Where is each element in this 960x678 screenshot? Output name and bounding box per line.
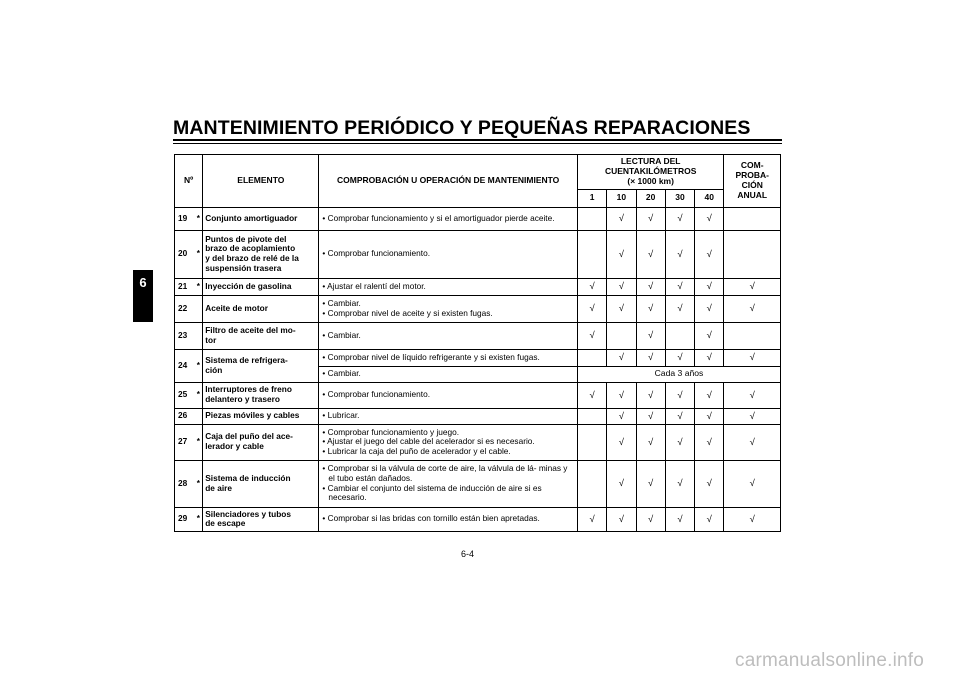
operation-line: • Comprobar funcionamiento y juego.	[321, 428, 574, 438]
row-operation	[319, 278, 578, 295]
row-operation	[319, 349, 578, 366]
km-check-cell	[695, 460, 724, 507]
row-element	[203, 408, 319, 424]
operation-line: • Lubricar la caja del puño de acelerador y el cable.	[321, 447, 574, 457]
km-check-cell	[665, 207, 694, 230]
row-number: 22	[175, 295, 195, 322]
check-mark-icon: √	[677, 410, 683, 422]
table-row	[175, 424, 781, 460]
table-row	[175, 230, 781, 278]
row-number: 27	[175, 424, 195, 460]
table-row	[175, 278, 781, 295]
header-km-30: 30	[665, 189, 694, 207]
watermark: carmanualsonline.info	[735, 650, 925, 671]
header-km-10: 10	[607, 189, 636, 207]
row-element-line: y del brazo de relé de la	[205, 253, 299, 264]
km-check-cell	[665, 408, 694, 424]
km-check-cell	[665, 382, 694, 408]
row-element-line: tor	[205, 334, 217, 345]
km-check-cell	[636, 295, 665, 322]
check-mark-icon: √	[648, 478, 654, 490]
row-element-line: Sistema de inducción	[205, 472, 291, 483]
page-number: 6-4	[461, 549, 475, 559]
km-check-cell	[577, 207, 606, 230]
check-mark-icon: √	[618, 513, 624, 525]
check-mark-icon: √	[706, 410, 712, 422]
operation-line: • Comprobar si la válvula de corte de aire, la válvula de lá- minas y el tubo están dañados.	[321, 464, 574, 483]
row-element-line: Aceite de motor	[205, 302, 268, 313]
row-asterisk: *	[194, 278, 202, 295]
row-asterisk: *	[194, 349, 202, 382]
check-mark-icon: √	[677, 352, 683, 364]
row-operation	[319, 230, 578, 278]
operation-line: • Ajustar el ralentí del motor.	[321, 282, 574, 292]
check-mark-icon: √	[677, 213, 683, 225]
annual-check-cell	[724, 322, 781, 349]
row-element-line: de aire	[205, 482, 232, 493]
check-mark-icon: √	[706, 389, 712, 401]
row-operation	[319, 424, 578, 460]
row-element-line: de escape	[205, 518, 246, 529]
check-mark-icon: √	[648, 330, 654, 342]
check-mark-icon: √	[618, 436, 624, 448]
km-check-cell	[577, 382, 606, 408]
km-check-cell	[577, 349, 606, 366]
km-check-cell	[636, 278, 665, 295]
header-annual-line4: ANUAL	[737, 189, 768, 200]
km-check-cell	[577, 278, 606, 295]
check-mark-icon: √	[677, 436, 683, 448]
annual-check-cell	[724, 408, 781, 424]
table-row	[175, 408, 781, 424]
check-mark-icon: √	[648, 248, 654, 260]
row-element	[203, 295, 319, 322]
row-operation	[319, 207, 578, 230]
check-mark-icon: √	[648, 281, 654, 293]
chapter-tab	[133, 270, 153, 322]
km-check-cell	[577, 507, 606, 531]
annual-check-cell	[724, 207, 781, 230]
check-mark-icon: √	[648, 213, 654, 225]
table-row	[175, 460, 781, 507]
header-annual	[724, 155, 781, 208]
km-check-cell	[695, 349, 724, 366]
annual-check-cell	[724, 424, 781, 460]
check-mark-icon: √	[677, 389, 683, 401]
row-asterisk: *	[194, 230, 202, 278]
annual-check-cell	[724, 349, 781, 366]
check-mark-icon: √	[677, 478, 683, 490]
row-element-line: brazo de acoplamiento	[205, 243, 296, 254]
km-check-cell	[607, 230, 636, 278]
km-check-cell	[577, 460, 606, 507]
operation-line: • Cambiar el conjunto del sistema de inducción de aire si es necesario.	[321, 484, 574, 503]
check-mark-icon: √	[648, 303, 654, 315]
check-mark-icon: √	[618, 213, 624, 225]
row-element-line: Silenciadores y tubos	[205, 508, 291, 519]
km-check-cell	[607, 408, 636, 424]
annual-check-cell	[724, 382, 781, 408]
row-operation	[319, 460, 578, 507]
row-number: 24	[175, 349, 195, 382]
check-mark-icon: √	[648, 410, 654, 422]
title-rule-thin	[173, 143, 782, 144]
km-check-cell	[695, 207, 724, 230]
check-mark-icon: √	[648, 513, 654, 525]
km-check-cell	[636, 507, 665, 531]
table-row	[175, 295, 781, 322]
km-check-cell	[577, 424, 606, 460]
check-mark-icon: √	[589, 389, 595, 401]
row-number: 23	[175, 322, 195, 349]
operation-line: • Lubricar.	[321, 411, 574, 421]
row-asterisk: *	[194, 424, 202, 460]
header-odometer-line2: (× 1000 km)	[627, 175, 674, 186]
check-mark-icon: √	[749, 303, 755, 315]
row-element-line: Piezas móviles y cables	[205, 410, 300, 421]
table-row	[175, 382, 781, 408]
header-km-1: 1	[577, 189, 606, 207]
km-check-cell	[665, 507, 694, 531]
table-row	[175, 207, 781, 230]
km-check-cell	[636, 408, 665, 424]
row-operation	[319, 366, 578, 382]
check-mark-icon: √	[677, 281, 683, 293]
operation-line: • Cambiar.	[321, 369, 574, 379]
row-number: 21	[175, 278, 195, 295]
km-check-cell	[665, 424, 694, 460]
header-odometer	[577, 155, 723, 190]
km-check-cell	[607, 507, 636, 531]
row-element-line: Sistema de refrigera-	[205, 354, 288, 365]
operation-line: • Cambiar.	[321, 331, 574, 341]
km-check-cell	[695, 230, 724, 278]
annual-check-cell	[724, 460, 781, 507]
row-element-line: Interruptores de freno	[205, 384, 292, 395]
header-no: Nº	[175, 155, 203, 208]
table-row	[175, 507, 781, 531]
row-element	[203, 230, 319, 278]
check-mark-icon: √	[618, 478, 624, 490]
title-rule-thick	[173, 139, 782, 141]
check-mark-icon: √	[706, 436, 712, 448]
check-mark-icon: √	[749, 389, 755, 401]
maintenance-table	[174, 154, 781, 532]
row-operation	[319, 507, 578, 531]
operation-line: • Cambiar.	[321, 299, 574, 309]
check-mark-icon: √	[589, 330, 595, 342]
row-number: 25	[175, 382, 195, 408]
row-element-line: lerador y cable	[205, 441, 264, 452]
km-check-cell	[607, 295, 636, 322]
km-check-cell	[636, 424, 665, 460]
km-check-cell	[636, 460, 665, 507]
header-km-40: 40	[695, 189, 724, 207]
row-asterisk	[194, 408, 202, 424]
row-element-line: Filtro de aceite del mo-	[205, 324, 296, 335]
header-annual-line1: COM-	[740, 160, 764, 171]
km-check-cell	[607, 207, 636, 230]
operation-line: • Comprobar funcionamiento y si el amortiguador pierde aceite.	[321, 214, 574, 224]
km-check-cell	[577, 295, 606, 322]
row-asterisk: *	[194, 382, 202, 408]
km-check-cell	[636, 207, 665, 230]
annual-check-cell	[724, 295, 781, 322]
row-asterisk: *	[194, 460, 202, 507]
header-annual-line3: CIÓN	[741, 179, 763, 190]
annual-check-cell	[724, 230, 781, 278]
km-check-cell	[607, 322, 636, 349]
check-mark-icon: √	[749, 436, 755, 448]
km-check-cell	[636, 349, 665, 366]
km-check-cell	[695, 408, 724, 424]
km-check-cell	[665, 295, 694, 322]
km-check-cell	[665, 349, 694, 366]
km-check-cell	[665, 230, 694, 278]
row-number: 26	[175, 408, 195, 424]
km-check-cell	[695, 424, 724, 460]
km-check-cell	[695, 295, 724, 322]
check-mark-icon: √	[677, 513, 683, 525]
km-check-cell	[607, 382, 636, 408]
row-element	[203, 349, 319, 382]
operation-line: • Comprobar funcionamiento.	[321, 249, 574, 259]
row-element-line: Conjunto amortiguador	[205, 212, 298, 223]
row-element	[203, 507, 319, 531]
table-row	[175, 349, 781, 366]
row-element-line: Puntos de pivote del	[205, 233, 287, 244]
operation-line: • Comprobar si las bridas con tornillo están bien apretadas.	[321, 514, 574, 524]
km-check-cell	[665, 460, 694, 507]
km-check-cell	[607, 278, 636, 295]
header-operation: COMPROBACIÓN U OPERACIÓN DE MANTENIMIENTO	[319, 155, 578, 208]
km-check-cell	[607, 349, 636, 366]
annual-check-cell	[724, 278, 781, 295]
check-mark-icon: √	[706, 281, 712, 293]
km-check-cell	[695, 278, 724, 295]
km-check-cell	[695, 322, 724, 349]
header-element: ELEMENTO	[203, 155, 319, 208]
check-mark-icon: √	[706, 352, 712, 364]
check-mark-icon: √	[706, 303, 712, 315]
row-number: 29	[175, 507, 195, 531]
row-element-line: ción	[205, 364, 223, 375]
km-check-cell	[695, 507, 724, 531]
check-mark-icon: √	[648, 436, 654, 448]
check-mark-icon: √	[706, 513, 712, 525]
row-element-line: suspensión trasera	[205, 262, 282, 273]
check-mark-icon: √	[648, 389, 654, 401]
table-row	[175, 322, 781, 349]
row-number: 19	[175, 207, 195, 230]
annual-check-cell	[724, 507, 781, 531]
header-annual-line2: PROBA-	[735, 169, 769, 180]
km-check-cell	[577, 322, 606, 349]
km-check-cell	[636, 230, 665, 278]
km-check-cell	[577, 230, 606, 278]
row-operation	[319, 295, 578, 322]
check-mark-icon: √	[706, 213, 712, 225]
km-check-cell	[695, 382, 724, 408]
row-number: 20	[175, 230, 195, 278]
check-mark-icon: √	[749, 478, 755, 490]
check-mark-icon: √	[706, 330, 712, 342]
check-mark-icon: √	[706, 248, 712, 260]
check-mark-icon: √	[618, 389, 624, 401]
check-mark-icon: √	[749, 281, 755, 293]
check-mark-icon: √	[618, 281, 624, 293]
check-mark-icon: √	[589, 303, 595, 315]
row-element-line: Inyección de gasolina	[205, 280, 292, 291]
check-mark-icon: √	[618, 352, 624, 364]
check-mark-icon: √	[749, 352, 755, 364]
check-mark-icon: √	[706, 478, 712, 490]
km-check-cell	[607, 460, 636, 507]
row-element	[203, 322, 319, 349]
km-check-cell	[665, 322, 694, 349]
check-mark-icon: √	[589, 513, 595, 525]
check-mark-icon: √	[589, 281, 595, 293]
check-mark-icon: √	[618, 248, 624, 260]
check-mark-icon: √	[677, 248, 683, 260]
check-mark-icon: √	[618, 303, 624, 315]
header-km-20: 20	[636, 189, 665, 207]
row-asterisk: *	[194, 507, 202, 531]
row-operation	[319, 408, 578, 424]
row-element	[203, 278, 319, 295]
km-check-cell	[607, 424, 636, 460]
operation-line: • Comprobar funcionamiento.	[321, 390, 574, 400]
check-mark-icon: √	[677, 303, 683, 315]
row-element	[203, 382, 319, 408]
check-mark-icon: √	[648, 352, 654, 364]
km-check-cell	[636, 382, 665, 408]
row-asterisk	[194, 295, 202, 322]
check-mark-icon: √	[749, 513, 755, 525]
maintenance-table-body	[175, 207, 781, 531]
row-operation	[319, 322, 578, 349]
row-asterisk	[194, 322, 202, 349]
row-asterisk: *	[194, 207, 202, 230]
check-mark-icon: √	[749, 410, 755, 422]
check-mark-icon: √	[618, 410, 624, 422]
row-operation	[319, 382, 578, 408]
page-title: MANTENIMIENTO PERIÓDICO Y PEQUEÑAS REPARACIONES	[173, 117, 751, 139]
operation-line: • Ajustar el juego del cable del acelerador si es necesario.	[321, 437, 574, 447]
operation-line: • Comprobar nivel de líquido refrigerante y si existen fugas.	[321, 353, 574, 363]
operation-line: • Comprobar nivel de aceite y si existen fugas.	[321, 309, 574, 319]
row-element	[203, 207, 319, 230]
header-odometer-line1: LECTURA DEL CUENTAKILÓMETROS	[604, 156, 697, 176]
km-check-cell	[577, 408, 606, 424]
row-element	[203, 424, 319, 460]
row-element	[203, 460, 319, 507]
km-check-cell	[636, 322, 665, 349]
chapter-tab-label: 6	[139, 275, 147, 290]
row-element-line: delantero y trasero	[205, 394, 280, 405]
km-check-cell	[665, 278, 694, 295]
interval-span-text: Cada 3 años	[577, 366, 780, 382]
row-element-line: Caja del puño del ace-	[205, 431, 293, 442]
row-number: 28	[175, 460, 195, 507]
